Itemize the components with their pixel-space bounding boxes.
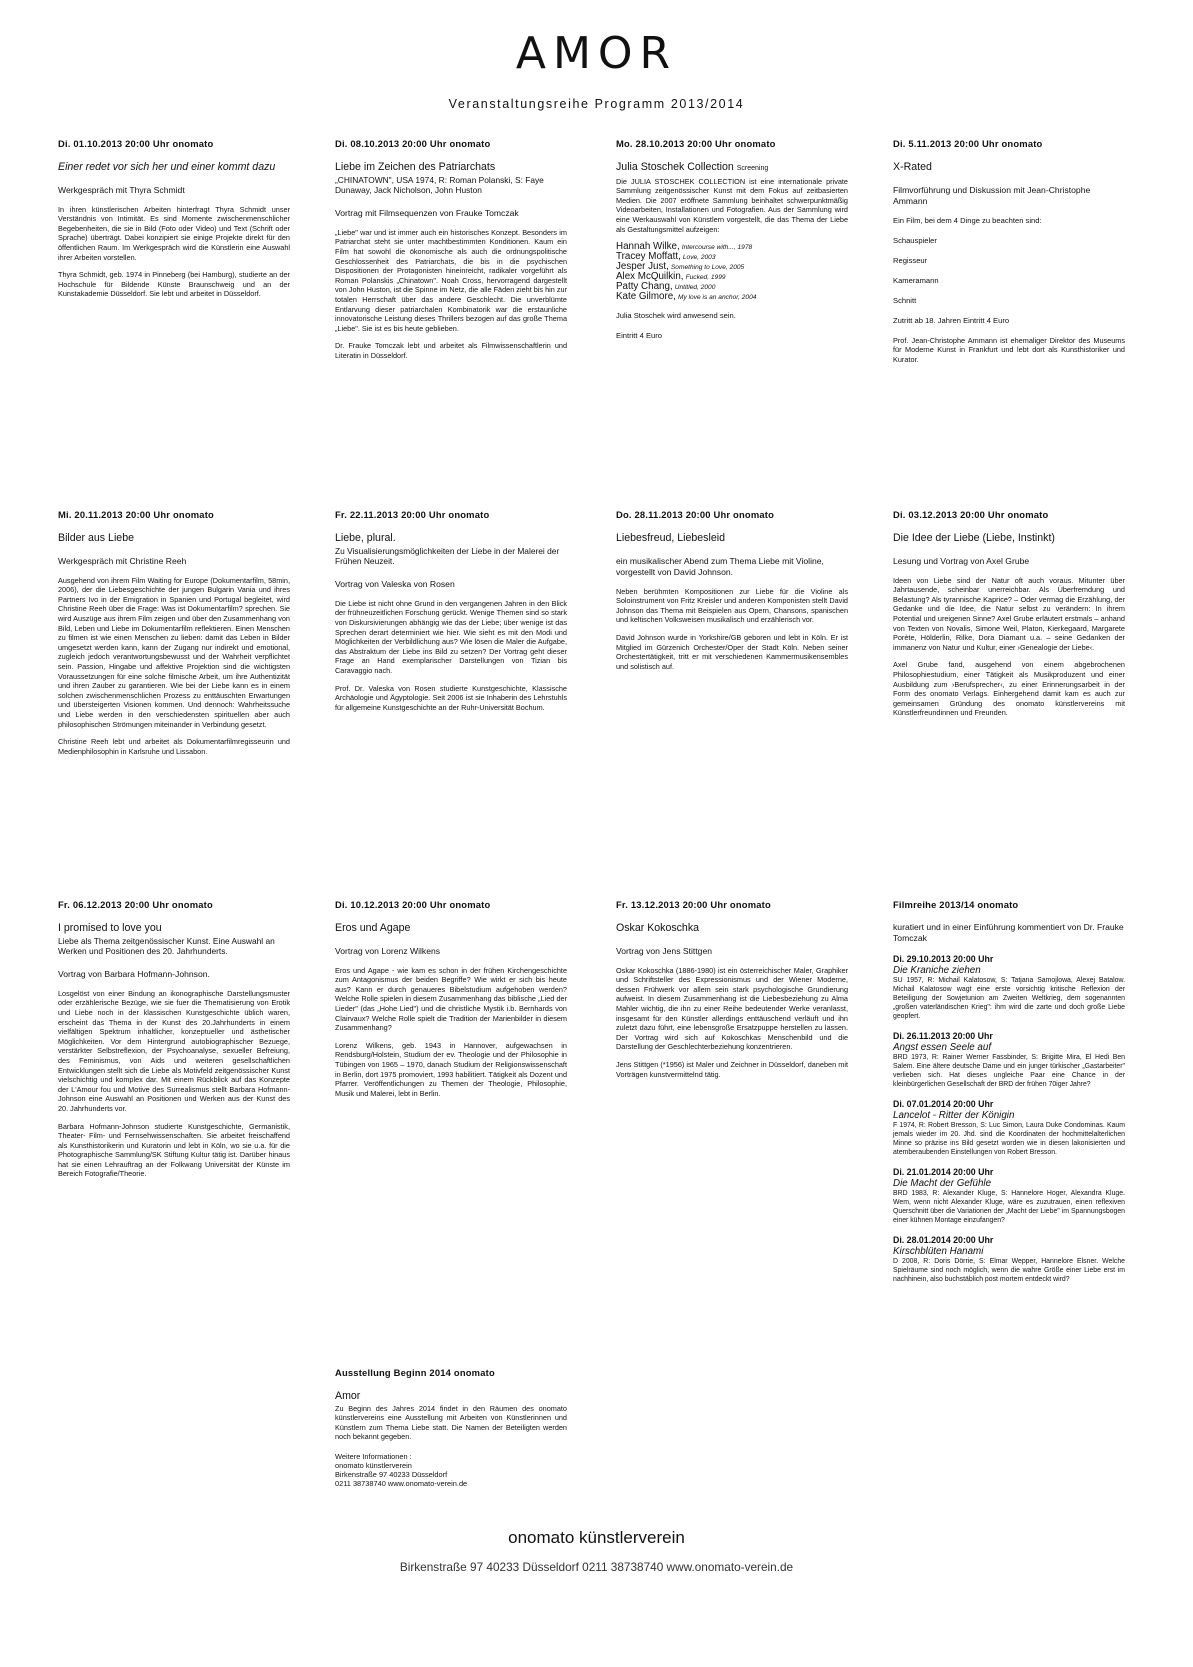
event-date: Di. 5.11.2013 20:00 Uhr onomato [893,138,1043,149]
poster-subtitle: Veranstaltungsreihe Programm 2013/2014 [448,97,745,111]
film-list [893,954,1125,1284]
event-paragraph: Prof. Jean-Christophe Ammann ist ehemaliger Direktor des Museums für Moderne Kunst in Frankfurt und lebt dort als Kunsthistoriker und Kurator. [893,335,1125,364]
artist-name: Patty Chang, [616,281,673,293]
contact-line: 0211 38738740 www.onomato-verein.de [335,1478,468,1488]
film-title: Die Macht der Gefühle [893,1177,992,1189]
event-date: Filmreihe 2013/14 onomato [893,899,1019,910]
event-title [58,532,290,544]
event-line: Regisseur [893,255,928,265]
event-paragraph: Dr. Frauke Tomczak lebt und arbeitet als Filmwissenschaftlerin und Literatin in Düsseldorf. [335,341,567,360]
event-block [616,900,848,1087]
event-block [58,510,290,764]
event-presenter: Vortrag von Lorenz Wilkens [335,945,441,956]
event-block [58,139,290,307]
event-title-tag: Screening [736,164,769,172]
event-paragraph: Christine Reeh lebt und arbeitet als Dokumentarfilmregisseurin und Medienphilosophin in Karlsruhe und Lissabon. [58,737,290,756]
event-block [893,900,1125,1284]
event-title [616,532,848,544]
event-line: Schnitt [893,295,917,305]
film-title: Kirschblüten Hanami [893,1245,984,1257]
event-title-text: X-Rated [893,160,932,173]
event-title-text: Julia Stoschek Collection [616,160,734,173]
artist-work: Intercourse with..., 1978 [681,244,753,252]
event-date: Fr. 13.12.2013 20:00 Uhr onomato [616,899,771,910]
artist-name: Jesper Just, [616,261,669,273]
footer-organization: onomato künstlerverein [508,1528,685,1547]
event-title [335,922,567,934]
event-title-text: I promised to love you [58,921,162,934]
event-title [58,922,290,934]
event-date: Fr. 22.11.2013 20:00 Uhr onomato [335,509,490,520]
film-date: Di. 29.10.2013 20:00 Uhr [893,953,994,964]
event-date: Do. 28.11.2013 20:00 Uhr onomato [616,509,775,520]
contact-line: Weitere Informationen : [335,1451,412,1461]
event-paragraph: Neben berühmten Kompositionen zur Liebe für die Violine als Soloinstrument von Fritz Kreisler und anderen Komponisten stellt David Johnson das Thema mit Beispielen aus Opern, Chansons, spanischen und keltischen Volksweisen musikalisch und erzählerisch vor. [616,586,848,625]
event-date: Ausstellung Beginn 2014 onomato [335,1367,495,1378]
film-info: D 2008, R: Doris Dörrie, S: Elmar Wepper, Hannelore Elsner. Welche Spielräume sind noch möglich, wenn die wahre Größe einer Liebe erst im nachhinein, also buchstäblich post mortem entdeckt wird? [893,1257,1125,1283]
poster-title: AMOR [515,28,678,79]
film-date: Di. 28.01.2014 20:00 Uhr [893,1234,994,1245]
event-paragraph: Barbara Hofmann-Johnson studierte Kunstgeschichte, Germanistik, Theater- Film- und Fernsehwissenschaften. Sie arbeitet freischaffend als Kunsthistorikerin und Kuratorin und lebt in Köln, wo sie u.a. für die Photographische Sammlung/SK Stiftung Kultur tätig ist. Darüber hinaus hat sie einen Lehrauftrag an der Folkwang Universität der Künste im Bereich Fotografie/Theorie. [58,1121,290,1179]
artist-work: Untitled, 2000 [674,284,716,292]
event-line: Kameramann [893,275,939,285]
event-paragraph: Jens Stittgen (*1956) ist Maler und Zeichner in Düsseldorf, daneben mit Vorträgen kunstvermittelnd tätig. [616,1059,848,1079]
film-title: Die Kraniche ziehen [893,964,981,976]
artist-name: Tracey Moffatt, [616,251,681,263]
event-title-text: Die Idee der Liebe (Liebe, Instinkt) [893,531,1055,544]
artist-name: Hannah Wilke, [616,241,680,253]
contact-line: Birkenstraße 97 40233 Düsseldorf [335,1469,448,1479]
artist-work: My love is an anchor, 2004 [677,294,757,302]
event-title-text: Liebe, plural. [335,531,396,544]
event-title-text: Bilder aus Liebe [58,531,134,544]
event-date: Fr. 06.12.2013 20:00 Uhr onomato [58,899,213,910]
film-date: Di. 21.01.2014 20:00 Uhr [893,1166,994,1177]
film-date: Di. 26.11.2013 20:00 Uhr [893,1030,993,1041]
event-date: Mo. 28.10.2013 20:00 Uhr onomato [616,138,776,149]
event-title [893,161,1125,173]
event-title-text: Amor [335,1389,361,1402]
artist-row [616,292,848,302]
event-title [616,161,848,175]
contact-line: onomato künstlerverein [335,1460,412,1470]
artist-list [616,242,848,302]
event-date: Di. 10.12.2013 20:00 Uhr onomato [335,899,491,910]
event-line: Eintritt 4 Euro [616,331,663,341]
footer-address: Birkenstraße 97 40233 Düsseldorf 0211 38738740 www.onomato-verein.de [399,1560,794,1574]
event-title [616,922,848,934]
artist-work: Something to Love, 2005 [670,264,745,272]
event-paragraph: Die Liebe ist nicht ohne Grund in den vergangenen Jahren in den Blick der frühneuzeitlichen Forschung gerückt. Wenige Themen sind so stark von Diskursivierungen abhängig wie das der Liebe; über wenige ist das Sprechen derart determiniert wie hier. Wie sieht es mit den Modi und Möglichkeiten der Verbildlichung aus? Wie lösen die Maler die Aufgabe, das Abstraktum der Liebe ins Bild zu setzen? Der Vortrag geht dieser Frage an Hand exemplarischer Darstellungen von Tizian bis Caravaggio nach. [335,598,567,675]
event-title-text: Oskar Kokoschka [616,921,700,934]
event-title [335,161,567,173]
event-title-text: Einer redet vor sich her und einer kommt dazu [58,160,276,173]
event-subtitle: Zu Visualisierungsmöglichkeiten der Liebe in der Malerei der Frühen Neuzeit. [335,545,560,567]
event-title-text: Liebesfreud, Liebesleid [616,531,725,544]
event-block [335,510,567,720]
event-block [335,1368,567,1497]
film-info: BRD 1983, R: Alexander Kluge, S: Hannelore Hoger, Alexandra Kluge. Wem, wenn nicht Alexander Kluge, wäre es zuzutrauen, einen reflexiven Querschnitt über die Variationen der „Macht der Liebe" im Spannungsbogen einer kühnen Montage einzufangen? [893,1189,1125,1224]
event-title-text: Liebe im Zeichen des Patriarchats [335,160,496,173]
event-presenter: Lesung und Vortrag von Axel Grube [893,555,1030,566]
event-paragraph: „Liebe" war und ist immer auch ein historisches Konzept. Besonders im Patriarchat steht sie unter machtbestimmten Konditionen. Kaum ein Film hat sowohl die ökonomische als auch die ordnungspolitische Geschlossenheit des Patriarchats, die bis in die psychischen Dispositionen der Protagonisten hineinreicht, radikaler vorgeführt als Roman Polanskis „Chinatown". Noah Cross, hervorragend dargestellt von John Huston, ist die Spinne im Netz, die alle Fäden zieht bis hin zur totalen Herrschaft über das andere Geschlecht. Die unverblümte Entlarvung dieser patriarchalen Kombinatorik war die erstaunliche innovatorische Leistung dieses Thrillers bezogen auf das große Thema „Liebe". Sie ist es bis heute geblieben. [335,227,568,333]
artist-work: Fucked, 1999 [685,274,726,282]
event-line: Ein Film, bei dem 4 Dinge zu beachten sind: [893,215,1042,225]
event-date: Di. 01.10.2013 20:00 Uhr onomato [58,138,214,149]
artist-work: Love, 2003 [682,254,716,262]
film-info: F 1974, R: Robert Bresson, S: Luc Simon, Laura Duke Condominas. Kaum jemals wieder im 20. Jhd. sind die Koordinaten der hochmittelalterlichen Minne so präzise ins Bild gesetzt worden wie in diesen lakonisierten und atemberaubenden Einstellungen von Robert Bresson. [893,1121,1125,1156]
event-paragraph: In ihren künstlerischen Arbeiten hinterfragt Thyra Schmidt unser Verständnis von Intimität. Es sind Momente zwischenmenschlicher Begebenheiten, die sie in Bild (Foto oder Video) und Text (Schrift oder Sprache) überträgt. Dabei konzipiert sie einige Projekte direkt für den öffentlichen Raum. Im Werkgespräch wird die Künstlerin eine Auswahl ihrer Arbeiten vorstellen. [58,204,290,262]
event-title [335,532,567,544]
event-paragraph: Axel Grube fand, ausgehend von einem abgebrochenen Philosophiestudium, einer Tätigkeit als Musikproduzent und einer Ausbildung zum ›Berufsprecher‹, zu einer Erinnerungsarbeit in der Form des onomato Verlags. Einhergehend damit kam es auch zur gemeinsamen Gründung des onomato künstlervereins mit Künstlerfreundinnen und Freunden. [893,660,1125,718]
event-presenter: Vortrag von Barbara Hofmann-Johnson. [58,968,210,979]
event-block [893,139,1125,372]
event-paragraph: Zu Beginn des Jahres 2014 findet in den Räumen des onomato künstlervereins eine Ausstellung mit Arbeiten von Künstlerinnen und Künstlern zum Thema Liebe statt. Die Namen der Beteiligten werden noch bekannt gegeben. [335,1403,567,1442]
event-presenter: Filmvorführung und Diskussion mit Jean-Christophe Ammann [893,184,1091,206]
event-paragraph: Ideen von Liebe sind der Natur oft auch voraus. Mitunter über Jahrtausende, scheinbar unerreichbar. Als Überfremdung und Belastung? Als tyrannische Kaprice? – Oder vermag die Erzählung, der Gedanke und die Idee, die Natur selbst zu verändern: In ihrem Potential und ureigenen Sinne? Axel Grube erläutert erstmals – anhand von Texten von Novalis, Simone Weil, Platon, Kierkegaard, Margarete Porète, Hölderlin, Rilke, Dora Diamant u.a. – seine Gedanken der immanenz von Natur und Kultur, einer ›Genealogie der Liebe‹. [893,575,1125,652]
event-block [58,900,290,1187]
event-date: Di. 08.10.2013 20:00 Uhr onomato [335,138,491,149]
event-subtitle: Liebe als Thema zeitgenössischer Kunst. Eine Auswahl an Werken und Positionen des 20. Jahrhunderts. [58,935,275,957]
film-date: Di. 07.01.2014 20:00 Uhr [893,1098,994,1109]
event-line: Julia Stoschek wird anwesend sein. [616,311,736,321]
event-presenter: Werkgespräch mit Thyra Schmidt [58,184,185,195]
event-presenter: Vortrag mit Filmsequenzen von Frauke Tomczak [335,207,519,218]
event-subtitle: „CHINATOWN", USA 1974, R: Roman Polanski, S: Faye Dunaway, Jack Nicholson, John Huston [335,174,544,196]
event-presenter: Vortrag von Jens Stittgen [616,945,713,956]
event-paragraph: Losgelöst von einer Bindung an ikonographische Darstellungsmuster oder erzählerische Bezüge, wie sie fuer die Thematisierung von Erotik und Liebe noch in der klassischen Kunstgeschichte üblich waren, erscheint das Thema in der Kunst des 20.Jahrhunderts in einem vielfältigen Spektrum inhaltlicher, konzeptueller und ästhetischer Möglichkeiten. Vor dem Hintergrund autobiographischer Bezuege, verstärkter Selbstreflexion, der Psychoanalyse, sexueller Befreiung, des Feminismus, von Aids und weiteren gesellschaftlichen Entwicklungen stellt sich die Liebe als Motivfeld zeitgenössischer Kunst vielschichtig und komplex dar. Mit einem Rückblick auf das Konzepte der L'Amour fou und Motive des Surrealismus stellt Barbara Hofmann-Johnson eine Auswahl an Positionen und Werken aus der Kunst des 20. Jahrhunderts vor. [58,988,290,1113]
event-paragraph: Thyra Schmidt, geb. 1974 in Pinneberg (bei Hamburg), studierte an der Hochschule für Bildende Künste Braunschweig und an der Kunstakademie Düsseldorf. Sie lebt und arbeitet in Düsseldorf. [58,270,290,299]
event-paragraph: Eros und Agape - wie kam es schon in der frühen Kirchengeschichte zum Antagonismus der beiden Begriffe? Wie wirkt er sich bis heute aus? Kann er durch genaueres Bibelstudium aufgehoben werden? Welche Rolle spielen in diesem Zusammenhang das biblische „Lied der Lieder" (das „Hohe Lied") und die christliche Mystik i.b. Bernhards von Clairvaux? Welche Rolle spielt die Tradition der Marienbilder in diesem Zusammenhang? [335,965,567,1033]
event-presenter: Vortrag von Valeska von Rosen [335,578,455,589]
event-title [893,532,1125,544]
event-date: Di. 03.12.2013 20:00 Uhr onomato [893,509,1049,520]
film-title: Angst essen Seele auf [893,1041,992,1053]
artist-name: Kate Gilmore, [616,291,676,303]
film-info: BRD 1973, R: Rainer Werner Fassbinder, S: Brigitte Mira, El Hedi Ben Salem. Eine ältere deutsche Dame und ein junger türkischer „Gastarbeiter" verlieben sich. Hat dieses ungleiche Paar eine Chance in der kleinbürgerlichen Gesellschaft der BRD der frühen 70iger Jahre? [893,1053,1125,1088]
event-date: Mi. 20.11.2013 20:00 Uhr onomato [58,509,214,520]
film-title: Lancelot - Ritter der Königin [893,1109,1015,1121]
event-paragraph: Die JULIA STOSCHEK COLLECTION ist eine internationale private Sammlung zeitgenössischer Kunst mit dem Fokus auf zeitbasierten Medien. Die 2007 eröffnete Sammlung beinhaltet schwerpunktmäßig Videoarbeiten, Installationen und Fotografien. Aus der Sammlung wird eine Werkauswahl von Künstlern vorgestellt, die das Thema der Liebe als Gestaltungsmittel aufzeigen: [616,176,848,234]
event-block [616,139,848,351]
film-info: SU 1957, R: Michail Kalatosow, S: Tatjana Samojlowa, Alexej Batalow. Michail Kalatosow wagt eine erste vorsichtig kritische Reflexion der Beteiligung der Sowjetunion am Zweiten Weltkrieg, dem sogenannten „großen vaterländischen Krieg": ihm wird die zarte und doch große Liebe geopfert. [893,976,1125,1020]
event-paragraph: Prof. Dr. Valeska von Rosen studierte Kunstgeschichte, Klassische Archäologie und Ägyptologie. Seit 2006 ist sie Inhaberin des Lehrstuhls für allgemeine Kunstgeschichte an der Ruhr-Universität Bochum. [335,683,567,712]
event-line: Zutritt ab 18. Jahren Eintritt 4 Euro [893,315,1010,325]
contact-info [335,1452,567,1488]
event-block [335,139,567,369]
event-paragraph: Lorenz Wilkens, geb. 1943 in Hannover, aufgewachsen in Rendsburg/Holstein, Studium der ev. Theologie und der Philosophie in Tübingen von 1965 – 1970, danach Studium der Religionswissenschaft in Berlin, dort 1975 promoviert, 1993 habilitiert. Tätigkeit als Dozent und Pfarrer. Veröffentlichungen zu Themen der Theologie, Philosophie, Musik und Malerei, lebt in Berlin. [335,1040,567,1098]
event-paragraph: Ausgehend von ihrem Film Waiting for Europe (Dokumentarfilm, 58min, 2006), der die Liebesgeschichte der jungen Bulgarin Vania und ihres Partners Ivo in der Emigration in Spanien und Portugal begleitet, wird Christine Reeh über die Frage: Was ist Dokumentarfilm? sprechen. Sie wird Auszüge aus ihrem Film zeigen und über den Zusammenhang von Bild, Leben und Liebe im Dokumentarfilm reflektieren. Einen Menschen zu filmen ist wie einen Menschen zu lieben: damit das Leben in Bilder umgesetzt werden kann, kann der Zugang nur indirekt und emotional, zugleich jedoch verantwortungsbewusst und der Wahrheit verpflichtet sein. Passion, Hingabe und affektive Projektion sind die wichtigsten Voraussetzungen für eine solche filmische Arbeit, um ihre Authentizität und ihren Zauber zu garantieren. Wie bei der Liebe kann es in einem solchen zwischenmenschlichen Prozess zu enttäuschten Erwartungen und übersteigerten Visionen kommen. Und dennoch: Wahrheitssuche und Liebe werden in den verschiedensten spirituellen aber auch philosophischen Strömungen miteinander in Verbindung gesetzt. [58,575,290,729]
event-title [335,1390,567,1402]
event-paragraph: Oskar Kokoschka (1886-1980) ist ein österreichischer Maler, Graphiker und Schriftsteller des Expressionismus und der Wiener Moderne, dessen Frühwerk vor allem sein stark psychologische Grundierung aufweist. In diesem Zusammenhang ist die Liebesbeziehung zu Alma Mahler wichtig, die ihn zu einer Reihe bedeutender Werke veranlasst, insgesamt für den Künstler allerdings enttäuschend verläuft und ihn zuletzt dazu führt, eine lebensgroße Ersatzpuppe herstellen zu lassen. Der Vortrag wird sich auf Kokoschkas Menschenbild und die Darstellung der Geschlechterbeziehung konzentrieren. [616,965,848,1052]
event-presenter: Werkgespräch mit Christine Reeh [58,555,187,566]
event-block [335,900,567,1106]
event-title [58,161,290,173]
event-block [616,510,848,679]
event-presenter: ein musikalischer Abend zum Thema Liebe mit Violine, vorgestellt von David Johnson. [616,555,824,577]
event-paragraph: David Johnson wurde in Yorkshire/GB geboren und lebt in Köln. Er ist Mitglied im Gürzenich Orchester/Oper der Stadt Köln. Neben seiner Orchestertätigkeit, tritt er mit verschiedenen Kammermusikensembles und solistisch auf. [616,632,848,671]
event-block [893,510,1125,726]
event-line: Schauspieler [893,235,937,245]
event-presenter: kuratiert und in einer Einführung kommentiert von Dr. Frauke Tomczak [893,921,1124,943]
artist-name: Alex McQuilkin, [616,271,684,283]
event-title-text: Eros und Agape [335,921,411,934]
